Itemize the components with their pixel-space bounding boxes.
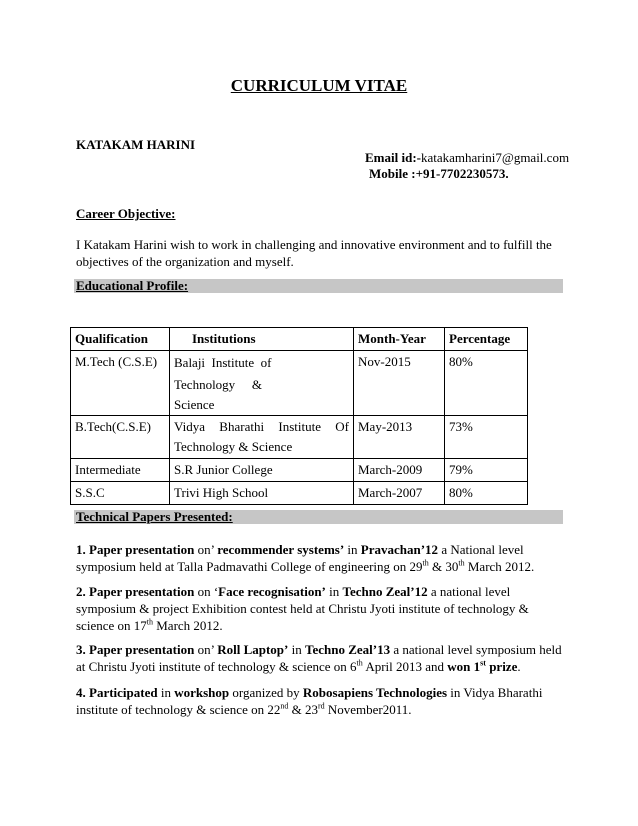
paper-text: in xyxy=(325,584,343,599)
paper-text-bold: Techno Zeal’13 xyxy=(304,642,391,657)
paper-text: & 30 xyxy=(428,559,459,574)
candidate-name: KATAKAM HARINI xyxy=(76,137,196,152)
table-header-row xyxy=(71,328,528,351)
institution-word: Bharathi xyxy=(219,419,265,434)
institution-line: Science xyxy=(174,397,215,412)
cell-qualification: M.Tech (C.S.E) xyxy=(71,351,170,416)
email-value: katakamharini7@gmail.com xyxy=(420,150,570,165)
contact-block xyxy=(365,150,569,182)
paper-text-bold: workshop xyxy=(174,685,230,700)
cell-institution xyxy=(170,351,354,416)
paper-text-bold: won 1 xyxy=(447,659,481,674)
cell-qualification: S.S.C xyxy=(71,482,170,505)
cell-institution: Trivi High School xyxy=(170,482,354,505)
institution-word: Institute xyxy=(278,419,321,434)
cell-month-year: Nov-2015 xyxy=(354,351,445,416)
institution-word: & xyxy=(251,377,262,392)
paper-sup: nd xyxy=(280,701,289,711)
paper-text: organized by xyxy=(229,685,303,700)
institution-word: Of xyxy=(335,419,349,434)
career-objective-text: I Katakam Harini wish to work in challenging and innovative environment and to fulfill the objectives of the organization and myself. xyxy=(76,237,552,269)
paper-text: November2011. xyxy=(324,702,412,717)
paper-sup: rd xyxy=(317,701,325,711)
table-row xyxy=(71,416,528,459)
email-line xyxy=(365,150,569,166)
paper-text: on ‘ xyxy=(194,584,219,599)
institution-line: Technology & Science xyxy=(174,439,293,454)
mobile-line xyxy=(365,166,569,182)
paper-text: & 23 xyxy=(288,702,318,717)
paper-text-bold: Face recognisation’ xyxy=(218,584,326,599)
paper-text: on’ xyxy=(194,542,218,557)
cell-qualification: Intermediate xyxy=(71,459,170,482)
paper-sup: th xyxy=(458,558,465,568)
education-table xyxy=(70,327,528,505)
header-month-year: Month-Year xyxy=(354,328,445,351)
cell-month-year: March-2009 xyxy=(354,459,445,482)
educational-profile-heading: Educational Profile: xyxy=(76,278,189,293)
paper-item-4 xyxy=(76,684,566,718)
career-objective-heading: Career Objective: xyxy=(76,206,176,221)
institution-line xyxy=(174,374,262,396)
email-label: Email id:- xyxy=(365,150,421,165)
paper-text-bold: 4. Participated xyxy=(76,685,158,700)
institution-line: Balaji Institute of xyxy=(174,355,272,370)
paper-text: on’ xyxy=(194,642,218,657)
paper-text-bold: prize xyxy=(485,659,518,674)
cell-qualification: B.Tech(C.S.E) xyxy=(71,416,170,459)
header-institutions: Institutions xyxy=(170,328,354,351)
cell-percentage: 79% xyxy=(445,459,528,482)
cell-month-year: March-2007 xyxy=(354,482,445,505)
table-row xyxy=(71,351,528,416)
cell-percentage: 73% xyxy=(445,416,528,459)
paper-text: in xyxy=(344,542,361,557)
paper-sup: th xyxy=(356,658,363,668)
paper-text-bold: 3. Paper presentation xyxy=(76,642,195,657)
paper-text: in Vidya Bharathi institute of technology & science on 22 xyxy=(76,685,543,717)
paper-text: March 2012. xyxy=(153,618,223,633)
paper-text: April 2013 and xyxy=(362,659,448,674)
paper-sup: st xyxy=(480,658,486,668)
paper-sup: th xyxy=(422,558,429,568)
paper-text: a national level symposium & project Exhibition contest held at Christu Jyoti institute of technology & science on 17 xyxy=(76,584,529,633)
mobile-value: :+91-7702230573. xyxy=(408,166,509,181)
paper-text-bold: Roll Laptop’ xyxy=(217,642,289,657)
paper-text: in xyxy=(157,685,175,700)
paper-text-bold: Techno Zeal’12 xyxy=(342,584,428,599)
paper-text-bold: recommender systems’ xyxy=(217,542,345,557)
cell-institution xyxy=(170,416,354,459)
paper-text-bold: 2. Paper presentation xyxy=(76,584,195,599)
paper-text: a National level symposium held at Talla Padmavathi College of engineering on 29 xyxy=(76,542,524,574)
paper-item-3 xyxy=(76,641,566,675)
paper-item-1 xyxy=(76,541,566,575)
paper-text: March 2012. xyxy=(464,559,535,574)
paper-text-bold: Robosapiens Technologies xyxy=(302,685,448,700)
paper-text: a national level symposium held at Christu Jyoti institute of technology & science on 6 xyxy=(76,642,562,674)
institution-line xyxy=(174,417,349,437)
paper-text: . xyxy=(517,659,521,674)
cell-institution: S.R Junior College xyxy=(170,459,354,482)
paper-text-bold: Pravachan’12 xyxy=(360,542,439,557)
paper-text: in xyxy=(288,642,305,657)
cell-percentage: 80% xyxy=(445,482,528,505)
cell-percentage: 80% xyxy=(445,351,528,416)
paper-text-bold: 1. Paper presentation xyxy=(76,542,195,557)
header-percentage: Percentage xyxy=(445,328,528,351)
technical-papers-heading: Technical Papers Presented: xyxy=(76,509,233,524)
paper-item-2 xyxy=(76,583,566,634)
educational-profile-bar xyxy=(74,279,563,293)
institution-word: Vidya xyxy=(174,419,205,434)
table-row xyxy=(71,482,528,505)
institution-word: Technology xyxy=(174,377,236,392)
mobile-label: Mobile xyxy=(369,166,408,181)
table-row xyxy=(71,459,528,482)
document-title: CURRICULUM VITAE xyxy=(230,76,408,95)
technical-papers-bar xyxy=(74,510,563,524)
paper-sup: th xyxy=(146,617,153,627)
cell-month-year: May-2013 xyxy=(354,416,445,459)
header-qualification: Qualification xyxy=(71,328,170,351)
